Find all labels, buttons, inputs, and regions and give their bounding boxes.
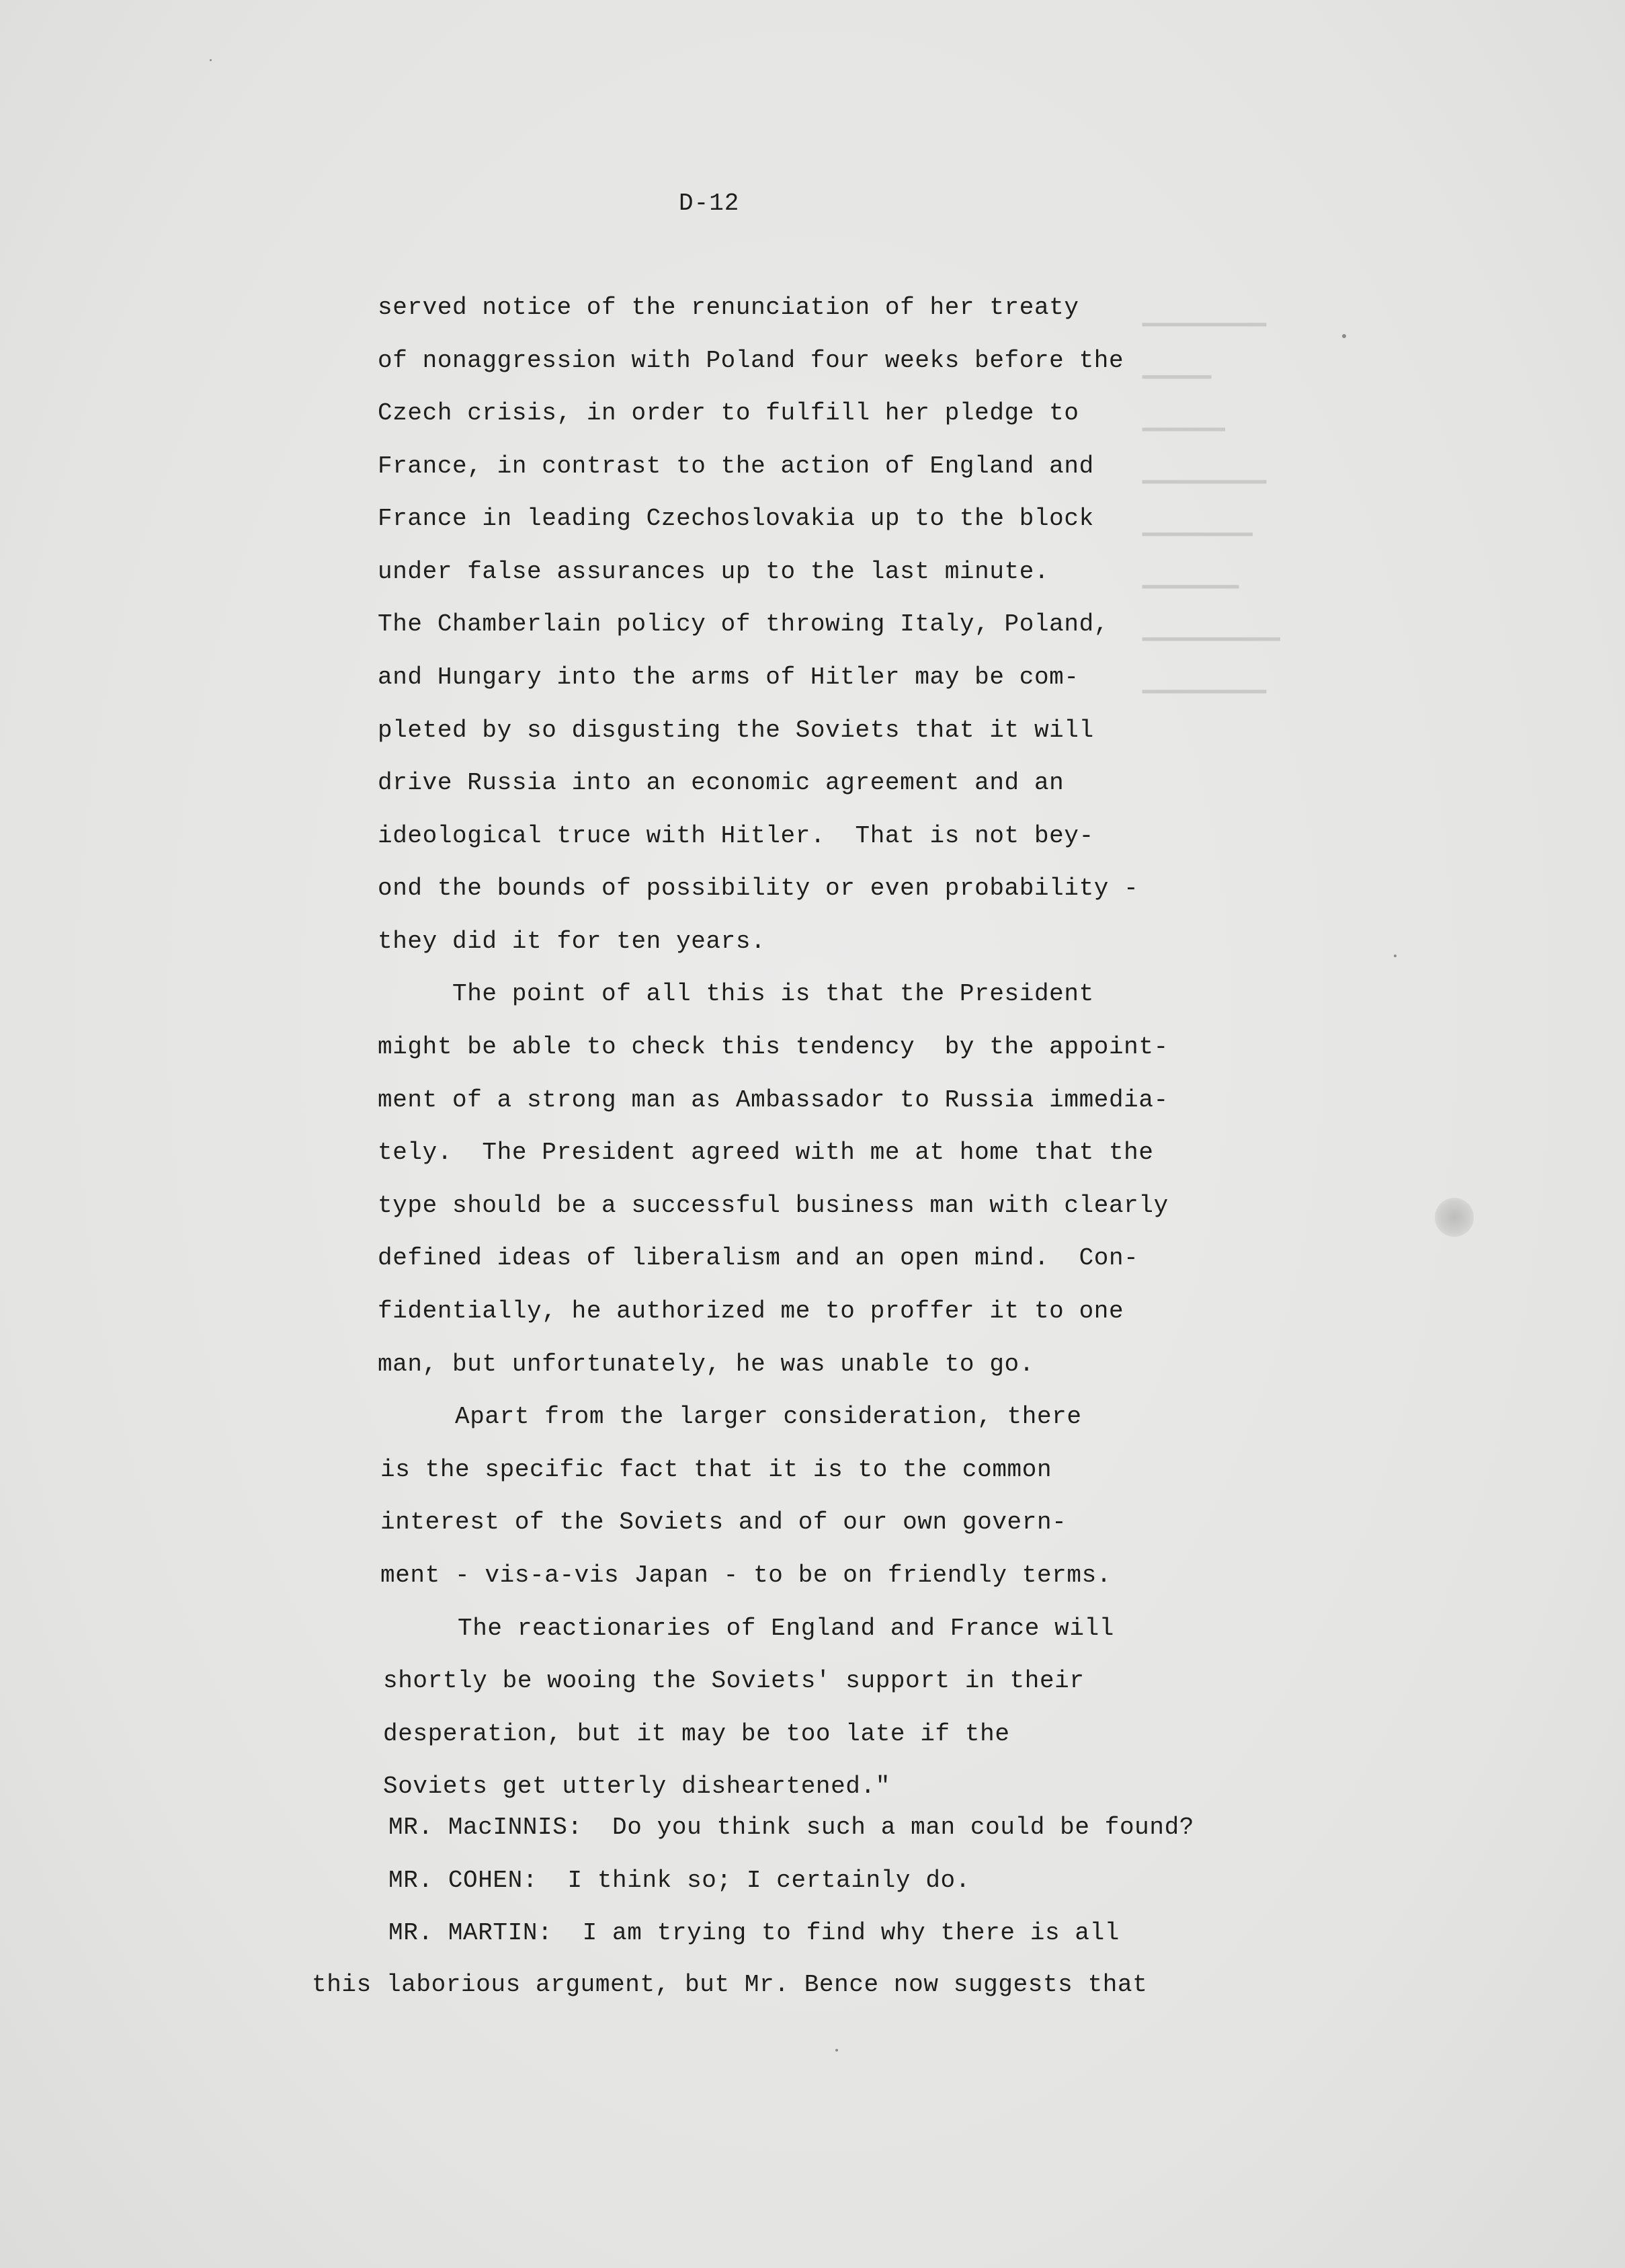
dust-speck [1394,955,1397,957]
text-line: France in leading Czechoslovakia up to the block [378,505,1094,532]
text-line: tely. The President agreed with me at home that the [378,1139,1154,1166]
dust-speck [1342,334,1346,338]
text-line: Soviets get utterly disheartened." [383,1773,890,1800]
text-line: The reactionaries of England and France will [383,1615,1114,1642]
text-line: Apart from the larger consideration, there [380,1403,1082,1430]
text-line: The Chamberlain policy of throwing Italy, Poland, [378,610,1109,638]
text-line: drive Russia into an economic agreement and an [378,769,1065,797]
text-line: fidentially, he authorized me to proffer it to one [378,1297,1124,1325]
text-line: served notice of the renunciation of her treaty [378,294,1079,321]
text-line: might be able to check this tendency by the appoint- [378,1033,1169,1061]
text-line: of nonaggression with Poland four weeks before the [378,347,1124,374]
text-line: Czech crisis, in order to fulfill her pledge to [378,399,1079,427]
text-line: ideological truce with Hitler. That is not bey- [378,822,1094,850]
text-line: ond the bounds of possibility or even probability - [378,875,1139,902]
text-line: ment - vis-a-vis Japan - to be on friendly terms. [380,1562,1112,1589]
text-line: interest of the Soviets and of our own govern- [380,1508,1067,1536]
text-line: desperation, but it may be too late if the [383,1720,1010,1748]
text-line: France, in contrast to the action of England and [378,452,1094,480]
speaker-line: MR. MARTIN: I am trying to find why there is all [388,1919,1120,1947]
speaker-line: MR. COHEN: I think so; I certainly do. [388,1867,970,1894]
text-line: shortly be wooing the Soviets' support in their [383,1667,1085,1695]
text-line: this laborious argument, but Mr. Bence now suggests that [312,1971,1148,1998]
ink-smudge [1435,1198,1474,1237]
text-line: pleted by so disgusting the Soviets that it will [378,717,1094,744]
dust-speck [210,59,212,61]
text-line: man, but unfortunately, he was unable to go. [378,1350,1034,1378]
text-line: type should be a successful business man with clearly [378,1192,1169,1219]
text-line: and Hungary into the arms of Hitler may be com- [378,663,1079,691]
dust-speck [835,2049,838,2052]
reverse-side-bleed-through: ▁▁▁▁▁▁▁▁▁ ▁▁▁▁▁ ▁▁▁▁▁▁ ▁▁▁▁▁▁▁▁▁ ▁▁▁▁▁▁▁▁ ▁▁▁▁▁▁▁ ▁▁▁▁▁▁▁▁▁▁ ▁▁▁▁▁▁▁▁▁ [1142,302,1280,695]
speaker-line: MR. MacINNIS: Do you think such a man could be found? [388,1814,1194,1841]
text-line: The point of all this is that the President [378,980,1094,1008]
page-number: D-12 [679,190,740,217]
text-line: defined ideas of liberalism and an open mind. Con- [378,1244,1139,1272]
text-line: is the specific fact that it is to the common [380,1456,1052,1484]
text-line: ment of a strong man as Ambassador to Russia immedia- [378,1086,1169,1114]
text-line: they did it for ten years. [378,928,766,955]
text-line: under false assurances up to the last minute. [378,558,1050,585]
